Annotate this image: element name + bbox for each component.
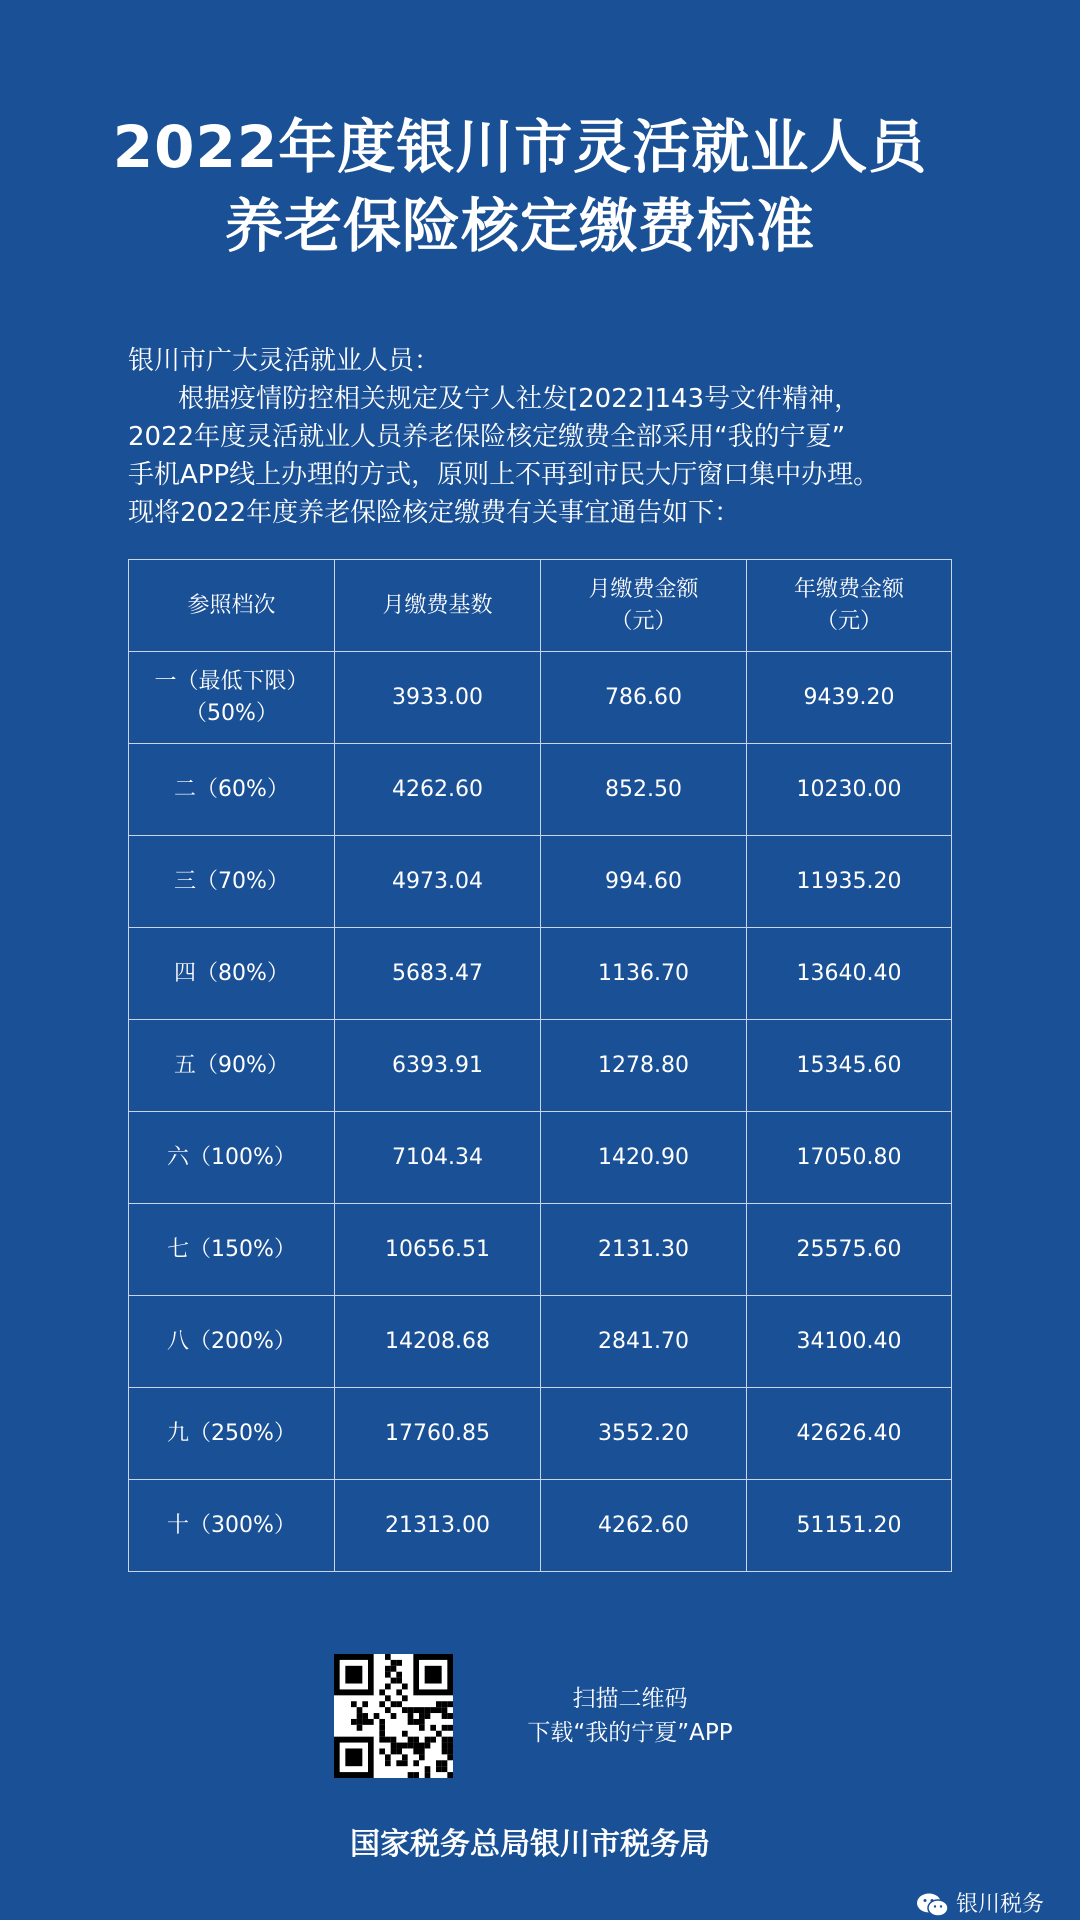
cell-level: 五（90%）: [129, 1020, 335, 1112]
intro-greeting: 银川市广大灵活就业人员：: [128, 346, 441, 376]
cell-annual: 42626.40: [747, 1388, 952, 1480]
watermark-label: 银川税务: [955, 1892, 1044, 1917]
intro-line-2: 2022年度灵活就业人员养老保险核定缴费全部采用“我的宁夏”: [128, 422, 846, 452]
header-monthly-base: 月缴费基数: [335, 560, 541, 652]
cell-monthly: 852.50: [541, 744, 747, 836]
cell-annual: 9439.20: [747, 652, 952, 744]
fee-table: [128, 559, 952, 1572]
qr-code-graphic: [334, 1654, 453, 1778]
cell-annual: 13640.40: [747, 928, 952, 1020]
cell-annual: 11935.20: [747, 836, 952, 928]
cell-monthly: 2841.70: [541, 1296, 747, 1388]
cell-annual: 51151.20: [747, 1480, 952, 1572]
qr-code-icon[interactable]: [334, 1654, 453, 1778]
header-monthly-amount: 月缴费金额 （元）: [541, 560, 747, 652]
table-row: [129, 1020, 952, 1112]
cell-base: 4262.60: [335, 744, 541, 836]
cell-level: 一（最低下限） （50%）: [129, 652, 335, 744]
table-row: [129, 1388, 952, 1480]
qr-caption-scan: 扫描二维码: [572, 1686, 688, 1712]
qr-caption-download: 下载“我的宁夏”APP: [527, 1720, 733, 1746]
cell-monthly: 1136.70: [541, 928, 747, 1020]
cell-base: 7104.34: [335, 1112, 541, 1204]
table-row: [129, 836, 952, 928]
table-row: [129, 1296, 952, 1388]
cell-base: 14208.68: [335, 1296, 541, 1388]
cell-monthly: 1420.90: [541, 1112, 747, 1204]
fee-table-header-row: [129, 560, 952, 652]
cell-base: 17760.85: [335, 1388, 541, 1480]
page-title-line-2: 养老保险核定缴费标准: [224, 192, 815, 260]
cell-base: 21313.00: [335, 1480, 541, 1572]
table-row: [129, 1480, 952, 1572]
table-row: [129, 1112, 952, 1204]
cell-level: 三（70%）: [129, 836, 335, 928]
cell-monthly: 2131.30: [541, 1204, 747, 1296]
account-watermark: [916, 1892, 1044, 1918]
cell-monthly: 1278.80: [541, 1020, 747, 1112]
cell-base: 3933.00: [335, 652, 541, 744]
cell-level: 四（80%）: [129, 928, 335, 1020]
page-title-line-1: 2022年度银川市灵活就业人员: [112, 113, 928, 181]
table-row: [129, 652, 952, 744]
cell-level: 九（250%）: [129, 1388, 335, 1480]
cell-level: 七（150%）: [129, 1204, 335, 1296]
issuer-name: 国家税务总局银川市税务局: [350, 1827, 710, 1862]
cell-base: 5683.47: [335, 928, 541, 1020]
cell-monthly: 4262.60: [541, 1480, 747, 1572]
cell-level: 二（60%）: [129, 744, 335, 836]
cell-base: 6393.91: [335, 1020, 541, 1112]
cell-annual: 25575.60: [747, 1204, 952, 1296]
intro-line-4: 现将2022年度养老保险核定缴费有关事宜通告如下：: [128, 498, 741, 528]
intro-line-3: 手机APP线上办理的方式，原则上不再到市民大厅窗口集中办理。: [128, 460, 880, 490]
cell-level: 八（200%）: [129, 1296, 335, 1388]
cell-annual: 17050.80: [747, 1112, 952, 1204]
cell-annual: 10230.00: [747, 744, 952, 836]
cell-monthly: 786.60: [541, 652, 747, 744]
header-level: 参照档次: [129, 560, 335, 652]
cell-annual: 15345.60: [747, 1020, 952, 1112]
table-row: [129, 928, 952, 1020]
table-row: [129, 744, 952, 836]
wechat-icon: [916, 1892, 950, 1918]
table-row: [129, 1204, 952, 1296]
cell-base: 10656.51: [335, 1204, 541, 1296]
cell-monthly: 994.60: [541, 836, 747, 928]
cell-monthly: 3552.20: [541, 1388, 747, 1480]
cell-base: 4973.04: [335, 836, 541, 928]
header-annual-amount: 年缴费金额 （元）: [747, 560, 952, 652]
intro-line-1: 根据疫情防控相关规定及宁人社发[2022]143号文件精神，: [178, 384, 861, 414]
cell-level: 六（100%）: [129, 1112, 335, 1204]
cell-annual: 34100.40: [747, 1296, 952, 1388]
cell-level: 十（300%）: [129, 1480, 335, 1572]
